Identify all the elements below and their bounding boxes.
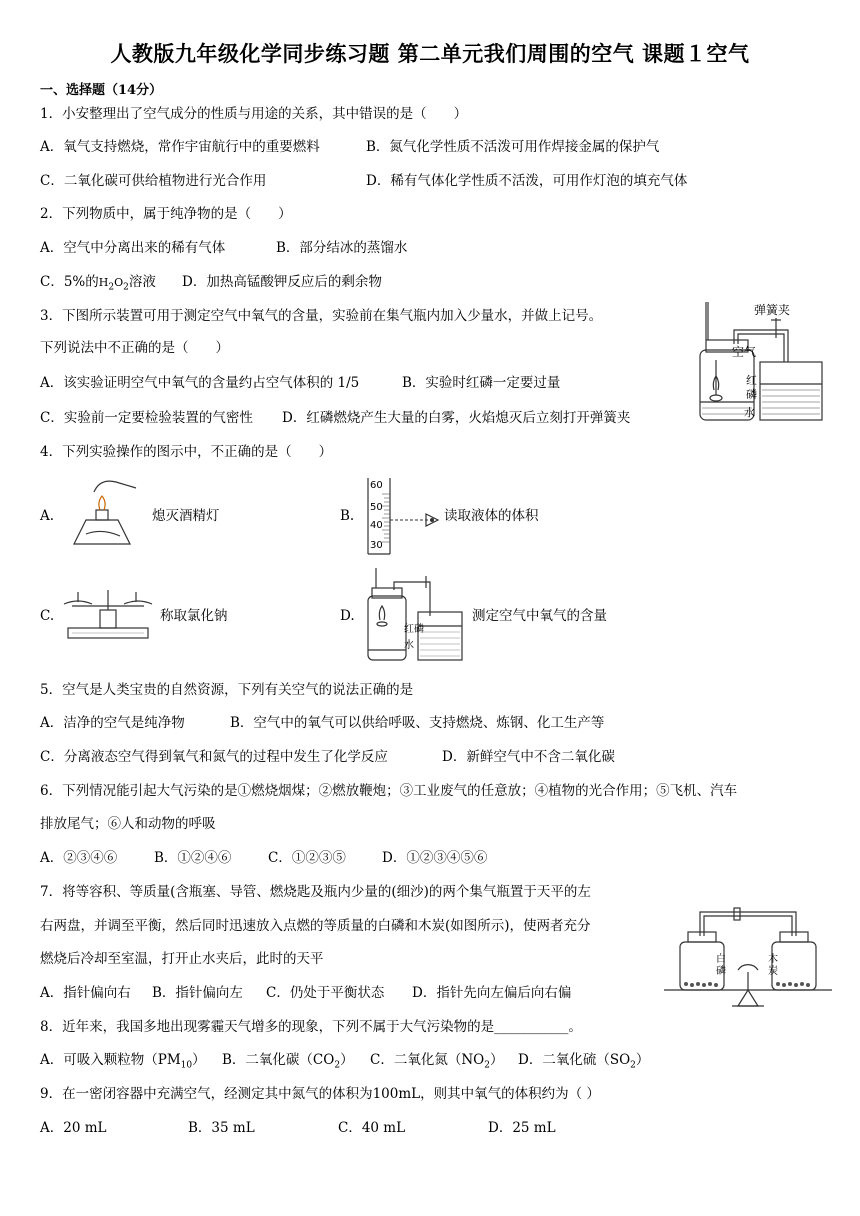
q8-option-c: C．二氧化氮$(NO_2)$ [370,1052,504,1071]
q2-option-b: B．部分结冰的蒸馏水 [276,240,408,256]
q1-option-b: B．氮气化学性质不活泼可用作焊接金属的保护气 [366,139,660,155]
q2-option-a: A．空气中分离出来的稀有气体 [40,240,226,256]
graduated-cylinder-figure [362,476,444,556]
q4-option-a-letter: A. [40,508,55,524]
q5-option-b: B．空气中的氧气可以供给呼吸、支持燃烧、炼钢、化工生产等 [230,715,605,731]
q8-option-b: B．二氧化碳$(CO_2)$ [222,1052,354,1071]
q7-fig-wood-label: 木 [768,954,778,965]
q3-fig-water-label: 水 [744,406,755,419]
q7-fig-phosphorus-label: 磷 [716,966,726,977]
q8-stem: 8．近年来，我国多地出现雾霾天气增多的现象，下列不属于大气污染物的是___________。 [40,1019,582,1035]
q6-option-d: D．①②③④⑤⑥ [382,850,488,866]
q6-option-c: C．①②③⑤ [268,850,346,866]
q5-option-a: A．洁净的空气是纯净物 [40,715,185,731]
q3-apparatus-figure [684,300,834,428]
q4-fig-water-label: 水 [404,640,414,651]
q4-oxygen-apparatus-figure [360,566,468,664]
q4-fig-red-phosphorus-label: 红磷 [404,624,424,635]
q8-option-a: A．可吸入颗粒物$(PM_{10})$ [40,1052,206,1071]
q6-stem-line1: 6．下列情况能引起大气污染的是①燃烧烟煤；②燃放鞭炮；③工业废气的任意放；④植物的光合作用；⑤飞机、汽车 [40,783,738,799]
cylinder-tick-label: 60 [370,480,383,491]
q2-stem: 2．下列物质中，属于纯净物的是（ ） [40,206,292,222]
q9-option-a: A．20 mL [40,1120,107,1136]
q6-option-a: A．②③④⑥ [40,850,118,866]
q5-option-d: D．新鲜空气中不含二氧化碳 [442,749,615,765]
q3-fig-air-label: 空气 [732,345,757,359]
q7-option-a: A．指针偏向右 [40,985,131,1001]
q7-option-d: D．指针先向左偏后向右偏 [412,985,572,1001]
q9-stem: 9．在一密闭容器中充满空气，经测定其中氮气的体积为100mL，则其中氧气的体积约为（ ） [40,1086,600,1102]
q3-fig-red-label: 红 [746,374,757,387]
cylinder-tick-label: 50 [370,502,383,513]
q9-option-b: B．35 mL [188,1120,255,1136]
q4-option-b-text: 读取液体的体积 [444,508,539,524]
q3-option-c: C．实验前一定要检验装置的气密性 [40,410,253,426]
q1-option-c: C．二氧化碳可供给植物进行光合作用 [40,173,267,189]
q5-option-c: C．分离液态空气得到氧气和氮气的过程中发生了化学反应 [40,749,388,765]
q3-option-a: A．该实验证明空气中氧气的含量约占空气体积的 1/5 [40,375,360,391]
section-heading: 一、选择题（14分） [40,83,163,98]
q2-option-d: D．加热高锰酸钾反应后的剩余物 [182,274,382,290]
q7-stem-line1: 7．将等容积、等质量(含瓶塞、导管、燃烧匙及瓶内少量的(细沙)的两个集气瓶置于天平的左 [40,884,591,900]
q1-stem: 1．小安整理出了空气成分的性质与用途的关系，其中错误的是（ ） [40,106,468,122]
q4-option-d-text: 测定空气中氧气的含量 [472,608,607,624]
q7-option-c: C．仍处于平衡状态 [266,985,385,1001]
q3-option-d: D．红磷燃烧产生大量的白雾，火焰熄灭后立刻打开弹簧夹 [282,410,631,426]
q4-option-a-text: 熄灭酒精灯 [152,508,220,524]
q4-option-d-letter: D. [340,608,355,624]
q5-stem: 5．空气是人类宝贵的自然资源，下列有关空气的说法正确的是 [40,682,414,698]
q3-stem-line1: 3．下图所示装置可用于测定空气中氧气的含量，实验前在集气瓶内加入少量水，并做上记号。 [40,308,603,324]
q3-fig-phosphorus-label: 磷 [746,388,757,401]
q1-option-a: A．氧气支持燃烧，常作宇宙航行中的重要燃料 [40,139,320,155]
q4-option-c-letter: C. [40,608,55,624]
q9-option-d: D．25 mL [488,1120,556,1136]
page-title: 人教版九年级化学同步练习题 第二单元我们周围的空气 课题１空气 [110,41,750,66]
q6-option-b: B．①②④⑥ [154,850,232,866]
cylinder-tick-label: 30 [370,540,383,551]
q7-stem-line3: 燃烧后冷却至室温，打开止水夹后，此时的天平 [40,951,324,967]
cylinder-tick-label: 40 [370,520,383,531]
q9-option-c: C．40 mL [338,1120,406,1136]
q1-option-d: D．稀有气体化学性质不活泼，可用作灯泡的填充气体 [366,173,688,189]
q2-option-c: C．5%的$H_2O_2$溶液 [40,274,156,293]
q3-stem-line2: 下列说法中不正确的是（ ） [40,340,229,356]
q7-option-b: B．指针偏向左 [152,985,243,1001]
q3-option-b: B．实验时红磷一定要过量 [402,375,561,391]
q3-fig-clip-label: 弹簧夹 [754,303,791,317]
q8-option-d: D．二氧化硫$(SO_2)$ [518,1052,650,1071]
q6-stem-line2: 排放尾气；⑥人和动物的呼吸 [40,816,216,832]
balance-scale-figure [60,584,156,644]
q7-balance-figure [662,898,834,1008]
q7-fig-charcoal-label: 炭 [768,966,778,977]
q4-option-c-text: 称取氯化钠 [160,608,228,624]
q7-fig-white-label: 白 [716,954,726,965]
q4-option-b-letter: B. [340,508,355,524]
alcohol-lamp-figure [64,474,140,550]
q4-stem: 4．下列实验操作的图示中，不正确的是（ ） [40,444,333,460]
q7-stem-line2: 右两盘，并调至平衡，然后同时迅速放入点燃的等质量的白磷和木炭(如图所示)，使两者充分 [40,918,591,934]
